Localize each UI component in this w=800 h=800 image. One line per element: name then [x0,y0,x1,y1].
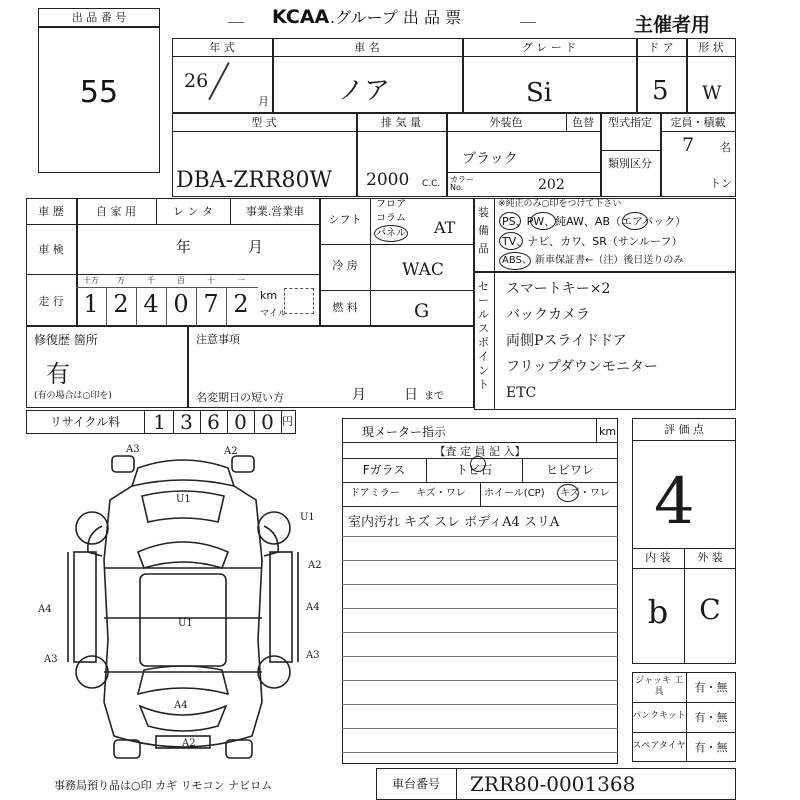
sheet-title: .グループ 出 品 票 [330,8,462,27]
mileage-digit-header: 十万 [83,276,99,285]
selling-points-label: セールスポイント [478,280,489,391]
office-note: 事務局預り品は○印 カギ リモコン ナビロム [54,779,273,792]
class-label: 類別区分 [608,157,652,170]
exterior-color-value: ブラック [462,151,518,167]
exterior-label: 外 装 [697,551,723,564]
mileage-digit: 1 [83,290,99,318]
year-label: 年 式 [209,41,235,54]
color-no-label: カラー No. [450,175,474,192]
spare-tire-label: スペアタイヤ [632,741,686,751]
history-private[interactable]: 自 家 用 [96,205,136,218]
month-unit: 月 [258,95,269,108]
ac-label: 冷 房 [332,259,358,272]
selling-point-item: スマートキー×2 [506,281,611,297]
body-value: W [702,82,722,104]
year-value: 26 [184,70,209,92]
shift-panel[interactable]: パネル [376,228,406,239]
deadline-label: 名変期日の短い方 [196,391,284,404]
equipment-row-1: PS、PW、純AW、AB（エアバック） [502,215,687,228]
meter-unit: km [599,425,617,438]
mileage-digit-header: 一 [237,276,245,285]
equipment-label: 装 備 品 [478,206,489,255]
evaluation-score: 4 [654,465,695,539]
recycle-digit: 0 [234,410,247,434]
equip-circle-abs [499,252,531,270]
recycle-digit: 3 [180,410,193,434]
equipment-row-2: TV、ナビ、カワ、SR（サンルーフ） [502,235,683,248]
wheel-scratch-circle [557,484,579,502]
shift-column[interactable]: コラム [376,213,406,224]
grade-label: グ レ ー ド [521,41,577,54]
grade-value: Si [526,78,553,108]
selling-point-item: バックカメラ [506,307,590,323]
lot-number: 55 [79,75,119,110]
mileage-digit: 2 [233,290,249,318]
km-label: km [260,289,278,302]
repair-label: 修復歴 箇所 [34,333,98,347]
jack-value[interactable]: 有・無 [694,681,728,694]
mileage-digit-header: 万 [117,276,125,285]
model-spec-label: 型式指定 [608,116,652,129]
puncture-kit-label: パンクキット [632,711,686,721]
color-change-label: 色替 [572,116,594,129]
damage-mark-10: A3 [306,650,320,661]
history-business[interactable]: 事業.営業車 [245,205,305,218]
mileage-digit: 0 [173,290,189,318]
recycle-unit: 円 [282,415,293,428]
shift-panel-circle [374,225,408,242]
brand-logo: KCAA [272,6,330,28]
deadline-month: 月 [352,387,366,403]
lot-label: 出 品 番 号 [71,11,127,24]
car-name-label: 車 名 [354,41,380,54]
model-value: DBA-ZRR80W [176,168,333,193]
fuel-value: G [414,300,430,322]
mileage-digit-header: 十 [207,276,215,285]
capacity-value: 7 [682,134,695,156]
color-no-value: 202 [538,177,565,193]
chassis-number: ZRR80-0001368 [470,772,636,796]
inspector-remarks: 室内汚れ キズ スレ ボディA4 スリA [348,515,560,530]
equip-circle-pw [530,212,556,230]
inspection-label: 車 検 [38,243,64,256]
history-label: 車 歴 [38,205,64,218]
mirror-label: ドアミラー [350,488,400,499]
selling-point-item: フリップダウンモニター [506,359,658,375]
spare-tire-value[interactable]: 有・無 [694,741,728,754]
recycle-label: リサイクル料 [49,415,121,429]
damage-mark-11: A4 [174,700,188,711]
damage-mark-3: U1 [176,494,191,505]
recycle-digit: 6 [207,410,220,434]
equipment-row-3: ABS、 新車保証書←（注）後日送りのみ [502,255,684,266]
equip-circle-ps [499,212,521,230]
shift-value: AT [434,218,456,237]
exterior-grade: C [699,593,721,626]
damage-mark-2: A2 [224,446,238,457]
doors-value: 5 [652,76,669,106]
model-label: 型 式 [251,116,277,129]
wheel-label: ホイール(CP) [484,488,545,499]
damage-mark-5: A2 [308,560,322,571]
mirror-options[interactable]: キズ・ワレ [416,488,466,499]
damage-mark-7: A4 [38,604,52,615]
shift-floor[interactable]: フロア [376,199,406,210]
repair-note: (有の場合は○印を) [34,391,112,401]
equipment-note: ※純正のみ○印をつけて下さい [498,199,622,209]
exterior-color-label: 外装色 [489,116,523,129]
chassis-label: 車台番号 [391,777,440,791]
mileage-digit-header: 千 [147,276,155,285]
car-damage-diagram [38,440,328,775]
glass-chip[interactable]: トビ石 [455,463,492,477]
mileage-digit: 7 [203,290,219,318]
interior-label: 内 装 [645,551,671,564]
fuel-label: 燃 料 [332,301,358,314]
puncture-kit-value[interactable]: 有・無 [694,711,728,724]
mileage-digit: 4 [143,290,159,318]
recycle-digit: 0 [261,410,274,434]
mileage-digit-header: 百 [177,276,185,285]
damage-mark-1: A3 [126,444,140,455]
load-unit: トン [710,177,732,190]
glass-chip-circle [470,456,486,472]
deadline-suffix: まで [424,391,444,402]
ac-value: WAC [402,260,444,280]
evaluation-label: 評 価 点 [664,423,704,436]
deadline-day: 日 [404,387,418,403]
glass-label: Fガラス [362,463,406,477]
recycle-digit: 1 [153,410,166,434]
capacity-unit: 名 [720,141,731,154]
mile-label: マイル [260,309,287,319]
jack-label: ジャッキ 工 具 [635,676,683,697]
interior-grade: b [647,593,669,631]
history-rental[interactable]: レ ン タ [173,205,213,218]
damage-mark-4: U1 [300,512,315,523]
equip-circle-ab [622,212,648,230]
selling-point-item: ETC [506,385,537,401]
wheel-options[interactable]: キズ・ワレ [560,488,610,499]
body-label: 形 状 [698,41,724,54]
car-name-value: ノア [338,76,391,106]
damage-mark-12: A2 [182,738,196,749]
inspector-heading: 【査 定 員 記 入】 [434,445,526,458]
mileage-digit: 2 [113,290,129,318]
meter-label: 現メーター指示 [362,425,447,439]
displacement-unit: C.C. [422,179,441,189]
glass-crack[interactable]: ヒビワレ [545,463,594,477]
displacement-label: 排 気 量 [381,116,421,129]
capacity-label: 定員・積載 [670,116,726,129]
repair-value: 有 [46,360,70,388]
damage-mark-6: A4 [306,602,320,613]
inspection-year: 年 [176,238,192,256]
doors-label: ド ア [648,41,674,54]
damage-mark-8: U1 [178,618,193,629]
displacement-value: 2000 [366,170,410,190]
inspection-month: 月 [248,238,264,256]
copy-label: 主催者用 [634,14,711,36]
mile-check-box[interactable] [284,288,314,314]
selling-point-item: 両側Pスライドドア [506,333,627,349]
equip-circle-tv [499,232,523,250]
shift-label: シフト [328,213,362,226]
mileage-label: 走 行 [38,295,64,308]
damage-mark-9: A3 [44,654,58,665]
caution-label: 注意事項 [196,333,240,346]
